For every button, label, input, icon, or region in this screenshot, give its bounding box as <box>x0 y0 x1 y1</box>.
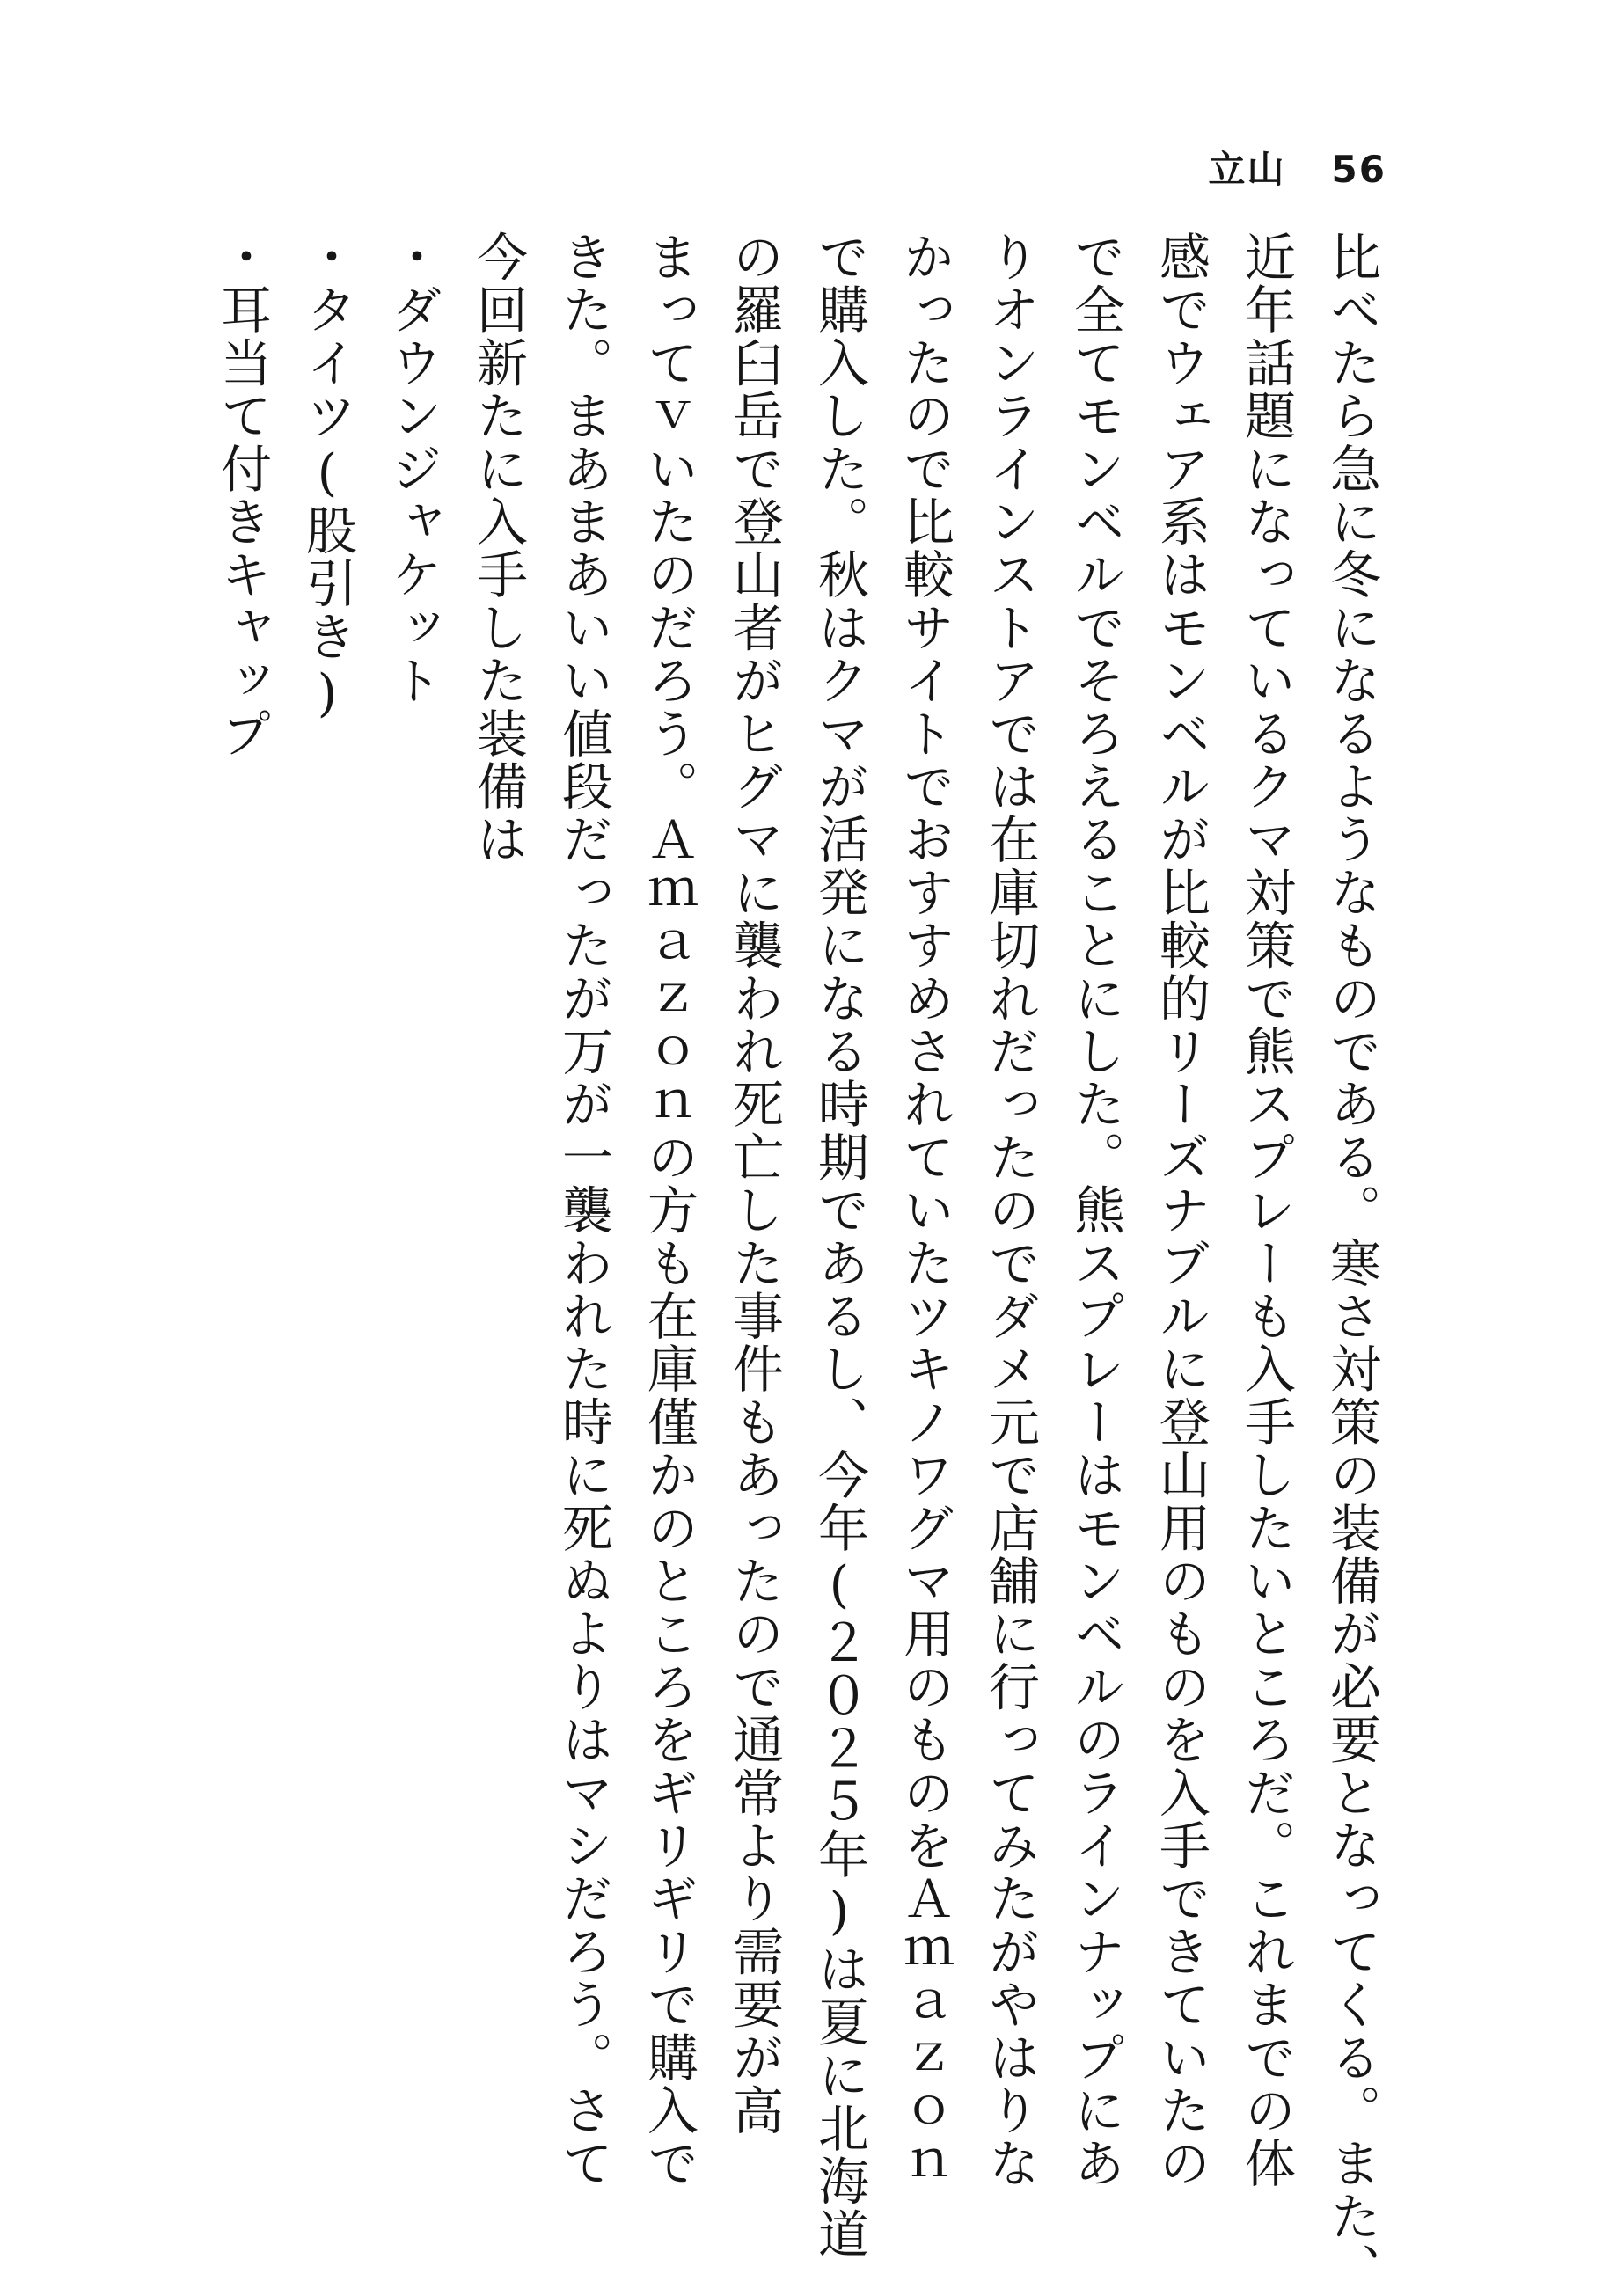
text-line: りオンラインストアでは在庫切れだったのでダメ元で店舗に行ってみたがやはりな <box>980 230 1040 2190</box>
text-line: きた。まあまあいい値段だったが万が一襲われた時に死ぬよりはマシだろう。さて <box>553 230 613 2190</box>
text-line: で全てモンベルでそろえることにした。熊スプレーはモンベルのラインナップにあ <box>1065 230 1125 2190</box>
page-header <box>1209 141 1386 194</box>
chapter-title: 立山 <box>1208 148 1286 191</box>
text-line: 比べたら急に冬になるようなものである。寒さ対策の装備が必要となってくる。また、 <box>1321 230 1381 2296</box>
text-line: かったので比較サイトでおすすめされていたツキノワグマ用のものをＡｍａｚｏｎ <box>895 230 955 2190</box>
list-item-down-jacket: ・ダウンジャケット <box>383 230 443 707</box>
vertical-text-body <box>199 230 1394 2296</box>
text-line: まってｖいたのだろう。Ａｍａｚｏｎの方も在庫僅かのところをギリギリで購入で <box>639 230 699 2190</box>
text-line: の羅臼岳で登山者がヒグマに襲われ死亡した事件もあったので通常より需要が高 <box>724 230 784 2138</box>
text-line: 今回新たに入手した装備は <box>468 230 528 866</box>
text-line: で購入した。秋はクマが活発になる時期であるし、今年(２０２５年)は夏に北海道 <box>809 230 869 2261</box>
list-item-tights: ・タイツ(股引き) <box>297 230 357 725</box>
page-number: 56 <box>1331 148 1386 191</box>
list-item-earflap-cap: ・耳当て付きキャップ <box>212 230 272 760</box>
text-line: 近年話題になっているクマ対策で熊スプレーも入手したいところだ。これまでの体 <box>1236 230 1296 2190</box>
text-line: 感でウェア系はモンベルが比較的リーズナブルに登山用のものを入手できていたの <box>1151 230 1211 2190</box>
